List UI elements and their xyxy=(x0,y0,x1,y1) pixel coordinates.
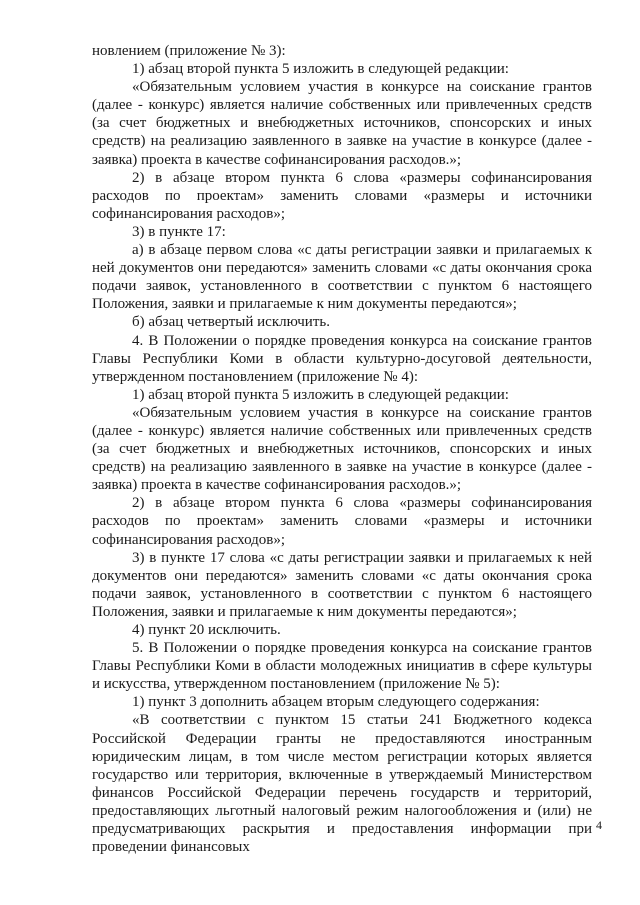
paragraph: 5. В Положении о порядке проведения конкурса на соискание грантов Главы Республики Коми в области молодежных инициатив в сфере культуры и искусства, утвержденном постановлением (приложение № 5): xyxy=(92,640,592,693)
paragraph: 3) в пункте 17 слова «с даты регистрации заявки и прилагаемых к ней документов они передаются» заменить словами «с даты окончания срока подачи заявок, установленного в соответствии с пунктом 6 настоящего Положения, заявки и прилагаемые к ним документы передаются»; xyxy=(92,549,592,620)
paragraph: 3) в пункте 17: xyxy=(132,223,226,240)
paragraph: 2) в абзаце втором пункта 6 слова «размеры софинансирования расходов по проектам» заменить словами «размеры и источники софинансирования расходов»; xyxy=(92,495,592,548)
paragraph: 1) пункт 3 дополнить абзацем вторым следующего содержания: xyxy=(132,694,540,711)
paragraph: новлением (приложение № 3): xyxy=(92,43,286,59)
paragraph: «Обязательным условием участия в конкурсе на соискание грантов (далее - конкурс) является наличие собственных или привлеченных средств (за счет бюджетных и внебюджетных источников, спонсорских и иных средств) на реализацию заявленного в заявке на участие в конкурсе (далее - заявка) проекта в качестве софинансирования расходов.»; xyxy=(92,404,592,494)
paragraph: а) в абзаце первом слова «с даты регистрации заявки и прилагаемых к ней документов они передаются» заменить словами «с даты окончания срока подачи заявок, установленного в соответствии с пунктом 6 настоящего Положения, заявки и прилагаемые к ним документы передаются»; xyxy=(92,242,592,313)
paragraph: 1) абзац второй пункта 5 изложить в следующей редакции: xyxy=(132,386,509,403)
page-number: 4 xyxy=(596,818,602,832)
document-body xyxy=(92,42,592,856)
paragraph: «Обязательным условием участия в конкурсе на соискание грантов (далее - конкурс) является наличие собственных или привлеченных средств (за счет бюджетных и внебюджетных источников, спонсорских и иных средств) на реализацию заявленного в заявке на участие в конкурсе (далее - заявка) проекта в качестве софинансирования расходов.»; xyxy=(92,79,592,168)
paragraph: 4) пункт 20 исключить. xyxy=(132,622,281,638)
paragraph: «В соответствии с пунктом 15 статьи 241 Бюджетного кодекса Российской Федерации гранты не предоставляются иностранным юридическим лицам, в том числе местом регистрации которых является государство или территория, включенные в утверждаемый Министерством финансов Российской Федерации перечень государств и территорий, предоставляющих льготный налоговый режим налогообложения и (или) не предусматривающих раскрытия и предоставления информации при проведении финансовых xyxy=(92,712,592,856)
paragraph: 2) в абзаце втором пункта 6 слова «размеры софинансирования расходов по проектам» заменить словами «размеры и источники софинансирования расходов»; xyxy=(92,169,592,222)
paragraph: 4. В Положении о порядке проведения конкурса на соискание грантов Главы Республики Коми в области культурно-досуговой деятельности, утвержденном постановлением (приложение № 4): xyxy=(92,332,592,385)
paragraph: б) абзац четвертый исключить. xyxy=(132,314,330,331)
paragraph: 1) абзац второй пункта 5 изложить в следующей редакции: xyxy=(132,61,509,78)
